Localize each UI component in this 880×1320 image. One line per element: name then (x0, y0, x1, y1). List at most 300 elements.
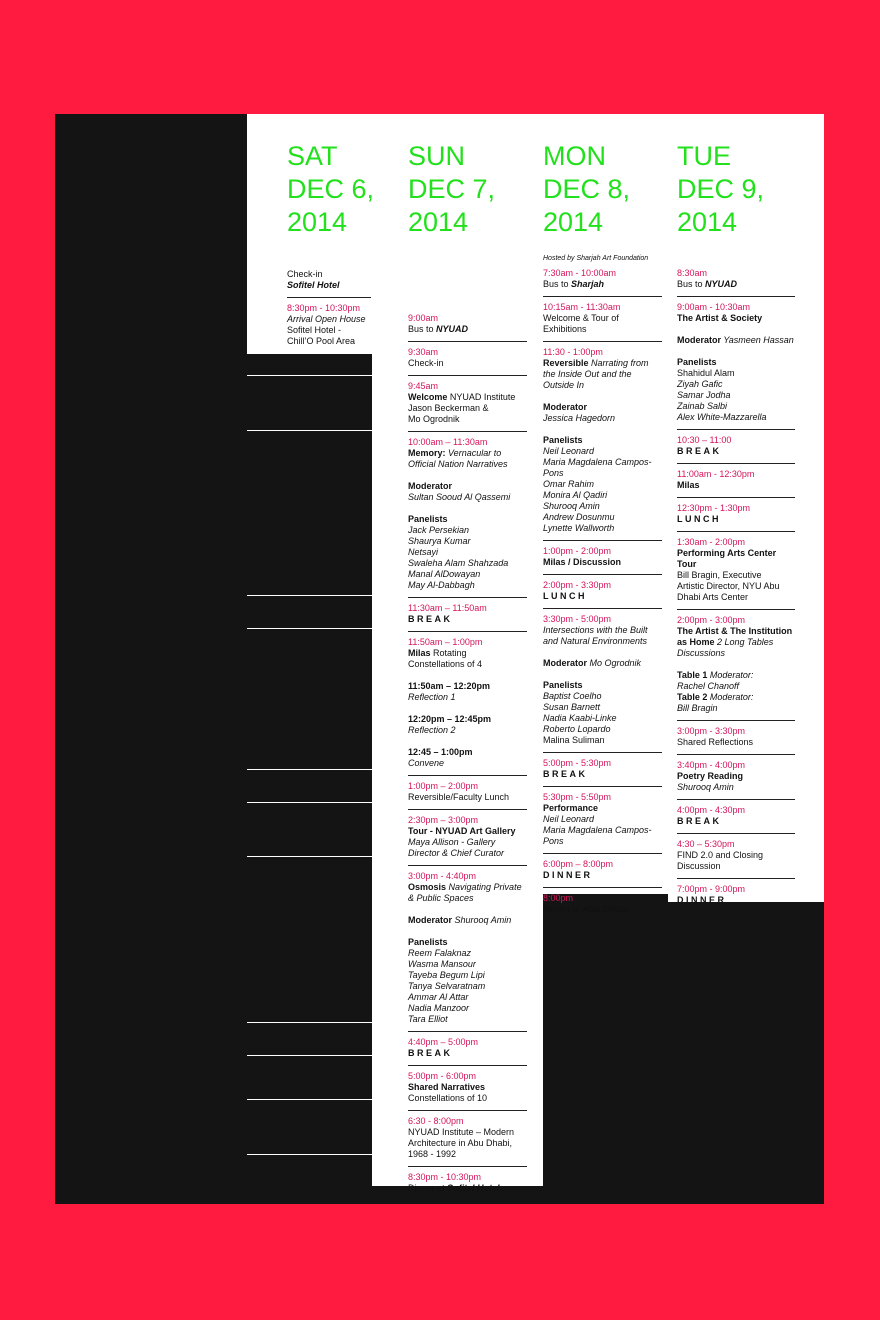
event-text: Wasma Mansour (408, 959, 476, 969)
event-text: Return to (543, 904, 583, 914)
event-time: 11:00am - 12:30pm (677, 469, 755, 479)
event-text: Sofitel Hotel - (287, 325, 342, 335)
spacer (543, 669, 662, 680)
event-line (677, 648, 795, 659)
event-line (677, 737, 795, 748)
schedule-event (543, 297, 662, 342)
event-text-tail: Moderator: (707, 692, 754, 702)
event-text: Bill Bragin (677, 703, 718, 713)
event-line (677, 581, 795, 592)
event-time: 5:30pm - 5:50pm (543, 792, 612, 802)
event-text: Arrival Open House (287, 314, 366, 324)
schedule-event (543, 854, 662, 888)
event-text: BREAK (677, 816, 722, 826)
event-line (408, 414, 527, 425)
event-time: 5:00pm - 5:30pm (543, 758, 612, 768)
event-text: Performance (543, 803, 599, 813)
event-line (677, 592, 795, 603)
event-line (677, 480, 795, 491)
event-line (408, 569, 527, 580)
event-time: 11:30am – 11:50am (408, 603, 487, 613)
schedule-event (543, 575, 662, 609)
event-text: Reversible/Faculty Lunch (408, 792, 510, 802)
event-text: Alex White-Mazzarella (677, 412, 767, 422)
schedule-event (543, 888, 662, 921)
event-text: Artistic Director, NYU Abu (677, 581, 780, 591)
schedule-event (677, 879, 795, 912)
event-text: Panelists (543, 680, 583, 690)
event-text: Maria Magdalena Campos-Pons (543, 457, 652, 478)
event-time: 11:50am – 1:00pm (408, 637, 483, 647)
event-line (543, 724, 662, 735)
event-line (408, 648, 527, 659)
event-line (543, 814, 662, 825)
event-text: NYUAD Institute – Modern (408, 1127, 515, 1137)
event-line (408, 459, 527, 470)
event-text: Moderator (408, 481, 453, 491)
schedule-event (408, 866, 527, 1032)
event-text: 12:20pm – 12:45pm (408, 714, 492, 724)
event-text: Rachel Chanoff (677, 681, 740, 691)
event-text: Sultan Sooud Al Qassemi (408, 492, 511, 502)
event-text: Shurooq Amin (543, 501, 600, 511)
event-line (543, 713, 662, 724)
event-text: Osmosis (408, 882, 447, 892)
event-time: 3:00pm - 3:30pm (677, 726, 746, 736)
event-line (543, 413, 662, 424)
event-text-tail: Shurooq Amin (452, 915, 512, 925)
event-text: Shurooq Amin (677, 782, 734, 792)
event-text: Monira Al Qadiri (543, 490, 608, 500)
break-label (677, 514, 795, 525)
spacer (543, 647, 662, 658)
event-time: 3:40pm - 4:00pm (677, 760, 746, 770)
schedule-event (408, 776, 527, 810)
event-text: Reflection 1 (408, 692, 456, 702)
event-time: 1:00pm - 2:00pm (543, 546, 612, 556)
event-time: 10:00am – 11:30am (408, 437, 488, 447)
event-text: Check-in (408, 358, 444, 368)
event-line (677, 861, 795, 872)
event-text: Andrew Dosunmu (543, 512, 615, 522)
event-line (677, 637, 795, 648)
event-text: & Public Spaces (408, 893, 474, 903)
event-line (543, 358, 662, 369)
event-line (543, 825, 662, 847)
event-text: Shared Reflections (677, 737, 754, 747)
event-text: Milas (408, 648, 431, 658)
event-text-tail: NYUAD Institute (447, 392, 516, 402)
event-text: Chill’O Pool Area (287, 336, 356, 346)
event-text: Shared Narratives (408, 1082, 486, 1092)
grid-line (247, 375, 372, 376)
event-line (677, 850, 795, 861)
event-text: Reflection 2 (408, 725, 456, 735)
event-text: FIND 2.0 and Closing (677, 850, 764, 860)
event-text: Discussion (677, 861, 721, 871)
break-label (408, 1048, 527, 1059)
break-label (543, 591, 662, 602)
event-time: 8:00pm (543, 893, 574, 903)
event-text: 11:50am – 12:20pm (408, 681, 491, 691)
event-time: 12:30pm - 1:30pm (677, 503, 751, 513)
schedule-event (408, 1066, 527, 1111)
grid-line (247, 595, 372, 596)
event-time: 9:45am (408, 381, 439, 391)
event-line (543, 680, 662, 691)
event-text: Performing Arts Center Tour (677, 548, 777, 569)
event-line (408, 547, 527, 558)
event-line (408, 324, 527, 335)
event-text: BREAK (677, 446, 722, 456)
host-note: Hosted by Sharjah Art Foundation (543, 255, 649, 262)
spacer (543, 424, 662, 435)
event-line (408, 882, 527, 893)
event-text: Constellations of 4 (408, 659, 483, 669)
event-line (543, 691, 662, 702)
event-text: Mo Ogrodnik (408, 414, 460, 424)
event-text: Check-in (287, 269, 323, 279)
event-line (408, 681, 527, 692)
event-text: as Home (677, 637, 715, 647)
event-line (408, 937, 527, 948)
event-time: 9:00am - 10:30am (677, 302, 751, 312)
event-line (408, 747, 527, 758)
event-line (677, 412, 795, 423)
schedule-event (408, 1167, 527, 1200)
event-line (677, 782, 795, 793)
break-label (543, 769, 662, 780)
schedule-event (543, 342, 662, 541)
event-text-tail: NYUAD (705, 279, 738, 289)
spacer (408, 904, 527, 915)
schedule-event (408, 1032, 527, 1066)
event-line (408, 1003, 527, 1014)
event-text: DINNER (677, 895, 727, 905)
event-line (408, 1183, 527, 1194)
schedule-event (408, 342, 527, 376)
event-text: Shaurya Kumar (408, 536, 471, 546)
event-text: Maya Allison - Gallery (408, 837, 496, 847)
event-text: Panelists (677, 357, 717, 367)
schedule-event (287, 298, 371, 353)
event-text: Discussions (677, 648, 726, 658)
schedule-event (543, 541, 662, 575)
event-text: Baptist Coelho (543, 691, 602, 701)
event-line (677, 670, 795, 681)
event-text: Nadia Manzoor (408, 1003, 470, 1013)
event-line (543, 369, 662, 380)
event-line (408, 392, 527, 403)
grid-line (247, 1099, 372, 1100)
event-text: Poetry Reading (677, 771, 744, 781)
schedule-event (677, 834, 795, 879)
event-text: Jessica Hagedorn (543, 413, 616, 423)
event-time: 4:40pm – 5:00pm (408, 1037, 479, 1047)
spacer (408, 670, 527, 681)
event-text: Official Nation Narratives (408, 459, 508, 469)
event-line (408, 1127, 527, 1138)
schedule-event (677, 297, 795, 430)
grid-line (247, 769, 372, 770)
event-time: 10:15am - 11:30am (543, 302, 621, 312)
day-heading-sun: SUN DEC 7, 2014 (408, 141, 496, 237)
event-line (287, 314, 371, 325)
break-label (543, 870, 662, 881)
spacer (408, 503, 527, 514)
schedule-column-sat (287, 264, 371, 353)
schedule-event (408, 432, 527, 598)
event-text: Table 2 (677, 692, 708, 702)
event-line (408, 915, 527, 926)
event-line (408, 959, 527, 970)
spacer (677, 324, 795, 335)
event-text: and Natural Environments (543, 636, 648, 646)
event-text: Dinner at (408, 1183, 448, 1193)
event-line (408, 1138, 527, 1149)
event-line (543, 457, 662, 479)
event-line (543, 702, 662, 713)
event-text-tail: Navigating Private (446, 882, 522, 892)
event-text: Samar Jodha (677, 390, 731, 400)
spacer (677, 659, 795, 670)
event-time: 3:00pm - 4:40pm (408, 871, 477, 881)
event-line (408, 481, 527, 492)
event-line (408, 558, 527, 569)
event-text-tail: Mo Ogrodnik (587, 658, 642, 668)
event-line (543, 557, 662, 568)
event-line (408, 525, 527, 536)
event-text: Memory: (408, 448, 446, 458)
event-time: 3:30pm - 5:00pm (543, 614, 612, 624)
event-line (408, 492, 527, 503)
event-text: Sofitel Hotel (287, 280, 340, 290)
schedule-event (677, 755, 795, 800)
event-text: Bus to (677, 279, 706, 289)
event-line (408, 692, 527, 703)
spacer (408, 736, 527, 747)
event-line (677, 313, 795, 324)
break-label (677, 446, 795, 457)
event-text: The Artist & The Institution (677, 626, 793, 636)
day-heading-tue: TUE DEC 9, 2014 (677, 141, 765, 237)
event-text: Neil Leonard (543, 446, 595, 456)
schedule-event (543, 753, 662, 787)
event-text: Jack Persekian (408, 525, 470, 535)
event-text: the Inside Out and the (543, 369, 632, 379)
event-text: Panelists (408, 514, 448, 524)
event-text: Welcome & Tour of Exhibitions (543, 313, 619, 334)
event-text: Tour - NYUAD Art Gallery (408, 826, 516, 836)
event-line (543, 512, 662, 523)
event-text: Ammar Al Attar (408, 992, 469, 1002)
break-label (408, 614, 527, 625)
spacer (408, 926, 527, 937)
event-line (677, 570, 795, 581)
event-text: Zainab Salbi (677, 401, 728, 411)
event-line (408, 826, 527, 837)
event-text: Moderator (677, 335, 722, 345)
schedule-event (408, 1111, 527, 1167)
event-time: 7:00pm - 9:00pm (677, 884, 746, 894)
event-text: Convene (408, 758, 445, 768)
event-time: 4:30 – 5:30pm (677, 839, 735, 849)
event-line (408, 981, 527, 992)
event-text: Bus to (408, 324, 437, 334)
event-line (543, 446, 662, 457)
event-text: Milas (677, 480, 700, 490)
event-text: 1968 - 1992 (408, 1149, 457, 1159)
schedule-event (408, 810, 527, 866)
event-line (543, 658, 662, 669)
event-line (408, 848, 527, 859)
event-text: Maria Magdalena Campos-Pons (543, 825, 652, 846)
event-time: 2:00pm - 3:00pm (677, 615, 746, 625)
event-text: DINNER (543, 870, 593, 880)
event-text: Reem Falaknaz (408, 948, 472, 958)
event-line (408, 1082, 527, 1093)
event-text: Jason Beckerman & (408, 403, 489, 413)
event-text: Bill Bragin, Executive (677, 570, 762, 580)
event-text: Outside In (543, 380, 585, 390)
event-time: 1:00pm – 2:00pm (408, 781, 479, 791)
day-heading-mon: MON DEC 8, 2014 (543, 141, 631, 237)
schedule-event (408, 376, 527, 432)
schedule-event (408, 308, 527, 342)
event-line (677, 379, 795, 390)
event-line (408, 893, 527, 904)
schedule-event (677, 532, 795, 610)
event-text: Intersections with the Built (543, 625, 648, 635)
event-text: Director & Chief Curator (408, 848, 505, 858)
event-text: The Artist & Society (677, 313, 763, 323)
event-line (287, 336, 371, 347)
event-line (408, 536, 527, 547)
event-line (677, 368, 795, 379)
event-text: Ziyah Gafic (677, 379, 723, 389)
event-line (408, 580, 527, 591)
event-line (543, 479, 662, 490)
schedule-event (543, 787, 662, 854)
event-line (408, 448, 527, 459)
event-line (677, 626, 795, 637)
event-line (543, 735, 662, 746)
event-line (408, 725, 527, 736)
schedule-event (408, 598, 527, 632)
event-time: 9:00am (408, 313, 439, 323)
event-text-tail: Sharjah (571, 279, 605, 289)
event-time: 4:00pm - 4:30pm (677, 805, 746, 815)
event-text: Susan Barnett (543, 702, 601, 712)
event-line (677, 681, 795, 692)
spacer (408, 703, 527, 714)
event-line (677, 390, 795, 401)
event-time: 6:30 - 8:00pm (408, 1116, 464, 1126)
event-line (543, 435, 662, 446)
event-time: 10:30 – 11:00 (677, 435, 732, 445)
schedule-column-tue (677, 263, 795, 912)
event-text: Manal AlDowayan (408, 569, 481, 579)
event-line (408, 1149, 527, 1160)
event-line (543, 313, 662, 335)
event-text: Tayeba Begum Lipi (408, 970, 485, 980)
event-line (543, 803, 662, 814)
schedule-event (677, 610, 795, 721)
event-line (408, 659, 527, 670)
event-text: BREAK (543, 769, 588, 779)
event-time: 7:30am - 10:00am (543, 268, 617, 278)
event-text: Architecture in Abu Dhabi, (408, 1138, 513, 1148)
event-line (408, 714, 527, 725)
spacer (408, 470, 527, 481)
event-text-tail: Sofitel Hotel (447, 1183, 500, 1193)
event-text-tail: Moderator: (707, 670, 754, 680)
event-text: Swaleha Alam Shahzada (408, 558, 509, 568)
event-text: Lynette Wallworth (543, 523, 615, 533)
event-text-tail: Abu Dhabi (582, 904, 628, 914)
event-line (408, 792, 527, 803)
schedule-event (543, 609, 662, 753)
event-text: Shahidul Alam (677, 368, 735, 378)
event-text: Bus to (543, 279, 572, 289)
event-time: 8:30pm - 10:30pm (408, 1172, 482, 1182)
schedule-event (408, 632, 527, 776)
event-time: 9:30am (408, 347, 439, 357)
event-text: LUNCH (677, 514, 721, 524)
event-line (287, 280, 371, 291)
event-text-tail: NYUAD (436, 324, 469, 334)
event-line (543, 490, 662, 501)
event-line (287, 269, 371, 280)
grid-line (247, 1154, 372, 1155)
schedule-event (677, 464, 795, 498)
event-text: Moderator (543, 402, 588, 412)
break-label (677, 816, 795, 827)
event-text-tail: Narrating from (588, 358, 649, 368)
event-text: BREAK (408, 1048, 453, 1058)
schedule-event (677, 721, 795, 755)
grid-line (247, 430, 372, 431)
event-text: Nadia Kaabi-Linke (543, 713, 617, 723)
event-time: 5:00pm - 6:00pm (408, 1071, 477, 1081)
event-text-tail: Vernacular to (445, 448, 502, 458)
event-line (677, 703, 795, 714)
event-line (677, 771, 795, 782)
event-line (677, 335, 795, 346)
grid-line (247, 856, 372, 857)
event-text: Moderator (408, 915, 453, 925)
day-heading-sat: SAT DEC 6, 2014 (287, 141, 375, 237)
event-text: Panelists (543, 435, 583, 445)
grid-line (247, 802, 372, 803)
event-text-tail: 2 Long Tables (714, 637, 774, 647)
event-line (677, 692, 795, 703)
event-line (408, 992, 527, 1003)
event-text: Omar Rahim (543, 479, 595, 489)
grid-line (247, 628, 372, 629)
event-line (408, 358, 527, 369)
event-line (287, 325, 371, 336)
event-line (408, 758, 527, 769)
event-line (543, 501, 662, 512)
event-line (543, 636, 662, 647)
schedule-event (677, 498, 795, 532)
break-label (677, 895, 795, 906)
event-line (677, 548, 795, 570)
event-line (543, 402, 662, 413)
event-line (677, 357, 795, 368)
event-text: Welcome (408, 392, 448, 402)
